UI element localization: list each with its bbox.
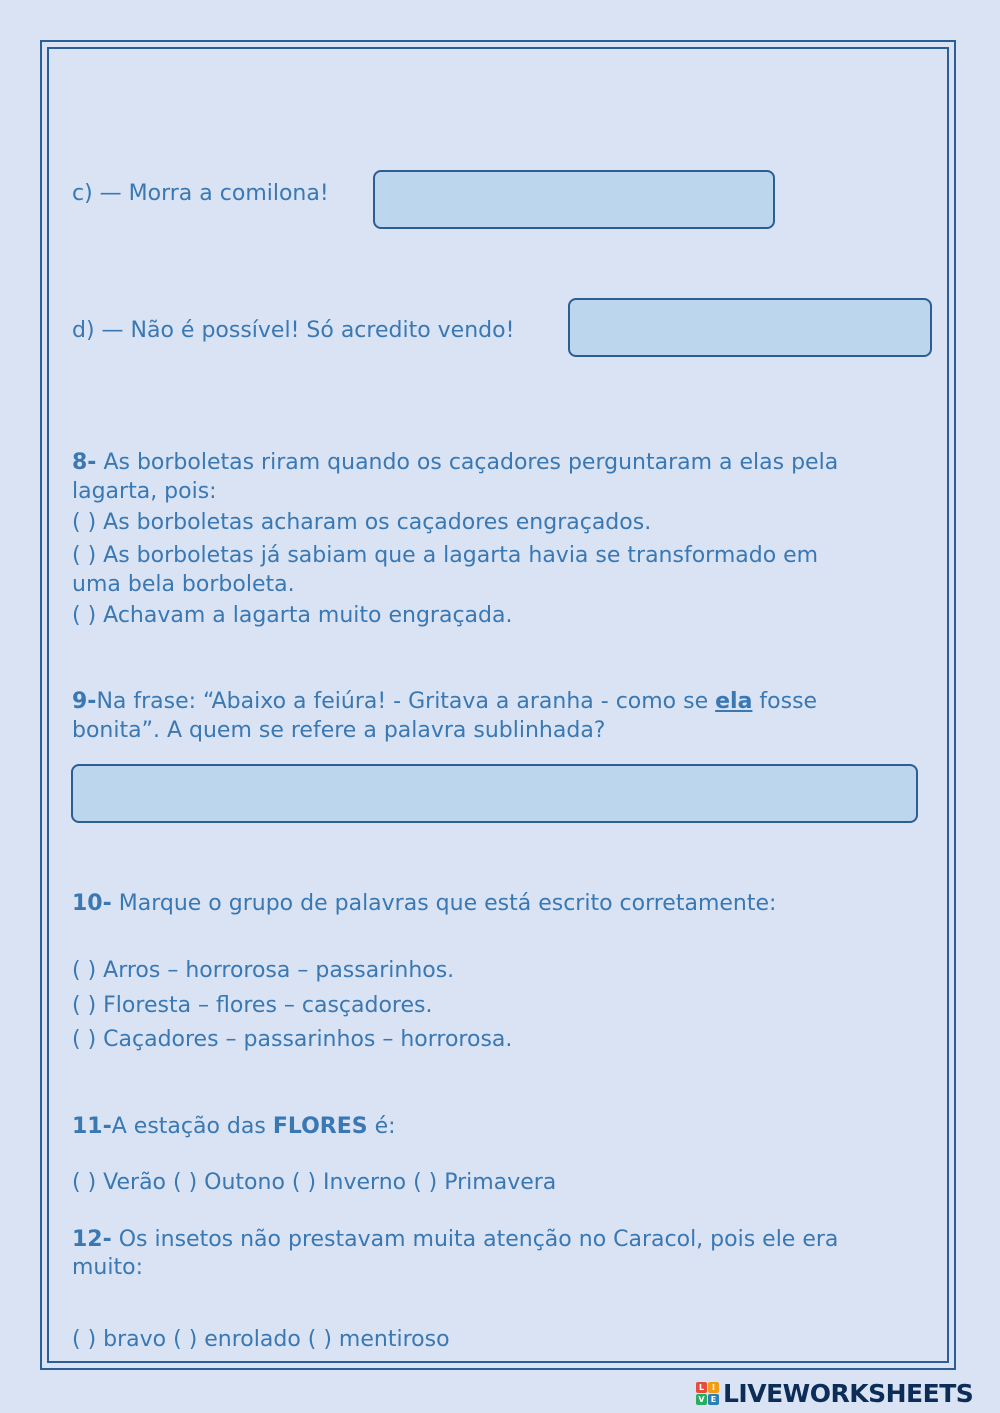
liveworksheets-wordmark: LIVEWORKSHEETS: [723, 1378, 974, 1408]
logo-letter-i: I: [708, 1382, 719, 1393]
liveworksheets-logo-icon: [696, 1382, 719, 1405]
question-10-option-c[interactable]: ( ) Caçadores – passarinhos – horrorosa.: [72, 1027, 513, 1052]
question-11-options[interactable]: ( ) Verão ( ) Outono ( ) Inverno ( ) Primavera: [72, 1170, 557, 1195]
answer-box-9[interactable]: [71, 764, 918, 823]
question-9-prompt: [72, 687, 817, 717]
question-8-prompt: [72, 448, 838, 478]
question-11-prompt: [72, 1112, 396, 1142]
question-11-number: 11-: [72, 1114, 112, 1139]
question-10-option-a[interactable]: ( ) Arros – horrorosa – passarinhos.: [72, 958, 455, 983]
logo-letter-v: V: [696, 1394, 707, 1405]
question-12-options[interactable]: ( ) bravo ( ) enrolado ( ) mentiroso: [72, 1327, 450, 1352]
question-8-option-a[interactable]: ( ) As borboletas acharam os caçadores engraçados.: [72, 510, 652, 535]
liveworksheets-brand: [696, 1378, 973, 1408]
underlined-word: ela: [715, 689, 753, 714]
question-10-prompt: [72, 889, 776, 919]
logo-letter-e: E: [708, 1394, 719, 1405]
answer-box-7c[interactable]: [373, 170, 775, 229]
question-8-option-b[interactable]: ( ) As borboletas já sabiam que a lagarta havia se transformado em: [72, 543, 819, 568]
question-12-number: 12-: [72, 1227, 112, 1252]
question-8-option-c[interactable]: ( ) Achavam a lagarta muito engraçada.: [72, 603, 513, 628]
question-8-prompt-line2: lagarta, pois:: [72, 479, 217, 504]
question-10-number: 10-: [72, 891, 112, 916]
question-11-text-after: é:: [367, 1114, 396, 1139]
question-9-text-before: Na frase: “Abaixo a feiúra! - Gritava a aranha - como se: [96, 689, 716, 714]
question-8-option-b-cont: uma bela borboleta.: [72, 572, 295, 597]
question-12-prompt-line1: Os insetos não prestavam muita atenção no Caracol, pois ele era: [111, 1227, 839, 1252]
question-7c-text: c) — Morra a comilona!: [72, 181, 329, 206]
question-8-prompt-line1: As borboletas riram quando os caçadores perguntaram a elas pela: [96, 450, 839, 475]
question-7d-text: d) — Não é possível! Só acredito vendo!: [72, 318, 515, 343]
question-9-number: 9-: [72, 689, 97, 714]
answer-box-7d[interactable]: [568, 298, 932, 357]
question-12-prompt: [72, 1225, 838, 1255]
question-11-text-before: A estação das: [111, 1114, 273, 1139]
question-8-number: 8-: [72, 450, 97, 475]
question-9-text-after: fosse: [752, 689, 818, 714]
question-9-prompt-line2: bonita”. A quem se refere a palavra sublinhada?: [72, 718, 606, 743]
question-10-option-b[interactable]: ( ) Floresta – flores – casçadores.: [72, 993, 433, 1018]
logo-letter-l: L: [696, 1382, 707, 1393]
question-10-prompt-text: Marque o grupo de palavras que está escrito corretamente:: [111, 891, 777, 916]
question-11-bold-word: FLORES: [272, 1114, 368, 1139]
question-12-prompt-line2: muito:: [72, 1255, 143, 1280]
